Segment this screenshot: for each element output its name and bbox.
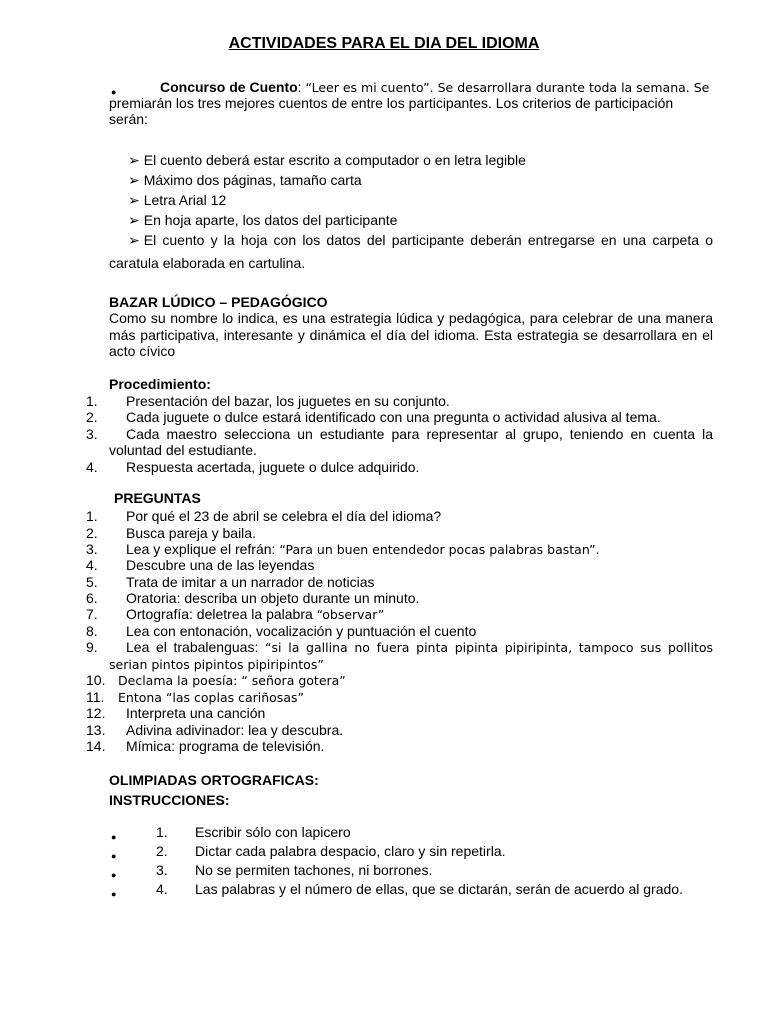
rule-number: 3. <box>156 862 168 878</box>
rule-number: 1. <box>156 824 168 840</box>
rule-text: Dictar cada palabra despacio, claro y sin repetirla. <box>195 843 506 859</box>
pregunta-text: Adivina adivinador: lea y descubra. <box>126 722 344 738</box>
page-title: ACTIVIDADES PARA EL DIA DEL IDIOMA <box>228 35 540 52</box>
pregunta-text: Interpreta una canción <box>126 705 266 721</box>
pregunta-text: Trata de imitar a un narrador de noticias <box>126 574 375 590</box>
pregunta-number: 9. <box>86 639 98 655</box>
bullet-icon: ● <box>111 889 117 899</box>
rule-text: Escribir sólo con lapicero <box>195 824 351 840</box>
bullet-icon: ● <box>111 832 117 842</box>
concurso-quote: “Leer es mi cuento”. Se desarrollara durante toda la semana. Se <box>301 80 710 95</box>
criteria-item: ➢ El cuento y la hoja con los datos del participante deberán entregarse en una carpeta o <box>128 232 713 248</box>
pregunta-text: Entona “las coplas cariñosas” <box>118 690 304 705</box>
arrow-bullet-icon: ➢ <box>128 232 140 248</box>
pregunta-number: 11. <box>86 689 105 705</box>
pregunta-text: Lea y explique el refrán: “Para un buen entendedor pocas palabras bastan”. <box>126 541 600 557</box>
pregunta-number: 10. <box>86 672 106 688</box>
criteria-continuation: caratula elaborada en cartulina. <box>109 255 306 271</box>
rule-text: No se permiten tachones, ni borrones. <box>195 862 433 878</box>
bazar-heading: BAZAR LÚDICO – PEDAGÓGICO <box>109 294 328 310</box>
pregunta-text: serian pintos pipintos pipiripintos” <box>109 657 324 672</box>
pregunta-text: Lea con entonación, vocalización y puntuación el cuento <box>126 623 477 639</box>
criteria-item: ➢ El cuento deberá estar escrito a computador o en letra legible <box>128 152 526 168</box>
pregunta-number: 1. <box>86 508 98 524</box>
concurso-label: Concurso de Cuento <box>160 79 298 95</box>
olimpiadas-heading: OLIMPIADAS ORTOGRAFICAS: <box>109 772 319 788</box>
bullet-icon: ● <box>111 851 117 861</box>
procedure-heading: Procedimiento: <box>109 376 211 392</box>
arrow-bullet-icon: ➢ <box>128 192 140 208</box>
concurso-colon: : <box>297 79 302 95</box>
rule-number: 2. <box>156 843 168 859</box>
pregunta-number: 3. <box>86 541 98 557</box>
pregunta-text: Busca pareja y baila. <box>126 525 256 541</box>
pregunta-text: Oratoria: describa un objeto durante un minuto. <box>126 590 420 606</box>
instrucciones-heading: INSTRUCCIONES: <box>109 792 230 808</box>
criteria-item: ➢ En hoja aparte, los datos del participante <box>128 212 398 228</box>
pregunta-number: 8. <box>86 623 98 639</box>
bazar-paragraph: Como su nombre lo indica, es una estrategia lúdica y pedagógica, para celebrar de una manera más participativa, interesante y dinámica el día del idioma. Esta estrategia se desarrollara en el acto cívico <box>109 310 713 359</box>
rule-number: 4. <box>156 881 168 897</box>
pregunta-text: Mímica: programa de televisión. <box>126 738 325 754</box>
concurso-line-3: serán: <box>109 111 148 127</box>
criteria-item: ➢ Letra Arial 12 <box>128 192 227 208</box>
arrow-bullet-icon: ➢ <box>128 172 140 188</box>
pregunta-text: Ortografía: deletrea la palabra “observar” <box>126 606 385 622</box>
concurso-line-2: premiarán los tres mejores cuentos de entre los participantes. Los criterios de participación <box>109 95 674 111</box>
pregunta-text: Declama la poesía: “ señora gotera” <box>118 673 346 688</box>
rule-text: Las palabras y el número de ellas, que se dictarán, serán de acuerdo al grado. <box>195 881 683 897</box>
pregunta-number: 13. <box>86 722 106 738</box>
pregunta-number: 12. <box>86 705 106 721</box>
pregunta-number: 4. <box>86 557 98 573</box>
pregunta-number: 6. <box>86 590 98 606</box>
pregunta-number: 5. <box>86 574 98 590</box>
arrow-bullet-icon: ➢ <box>128 212 140 228</box>
pregunta-text: Lea el trabalenguas: “si la gallina no fuera pinta pipinta pipiripinta, tampoco sus pollitos <box>126 639 714 655</box>
pregunta-number: 7. <box>86 606 98 622</box>
pregunta-text: Por qué el 23 de abril se celebra el día del idioma? <box>126 508 442 524</box>
preguntas-heading: PREGUNTAS <box>114 490 201 506</box>
concurso-line-1 <box>160 79 713 97</box>
bullet-icon: ● <box>111 870 117 880</box>
criteria-item: ➢ Máximo dos páginas, tamaño carta <box>128 172 362 188</box>
bullet-icon: ● <box>111 87 117 97</box>
pregunta-text: Descubre una de las leyendas <box>126 557 315 573</box>
pregunta-number: 2. <box>86 525 98 541</box>
pregunta-number: 14. <box>86 738 106 754</box>
arrow-bullet-icon: ➢ <box>128 152 140 168</box>
